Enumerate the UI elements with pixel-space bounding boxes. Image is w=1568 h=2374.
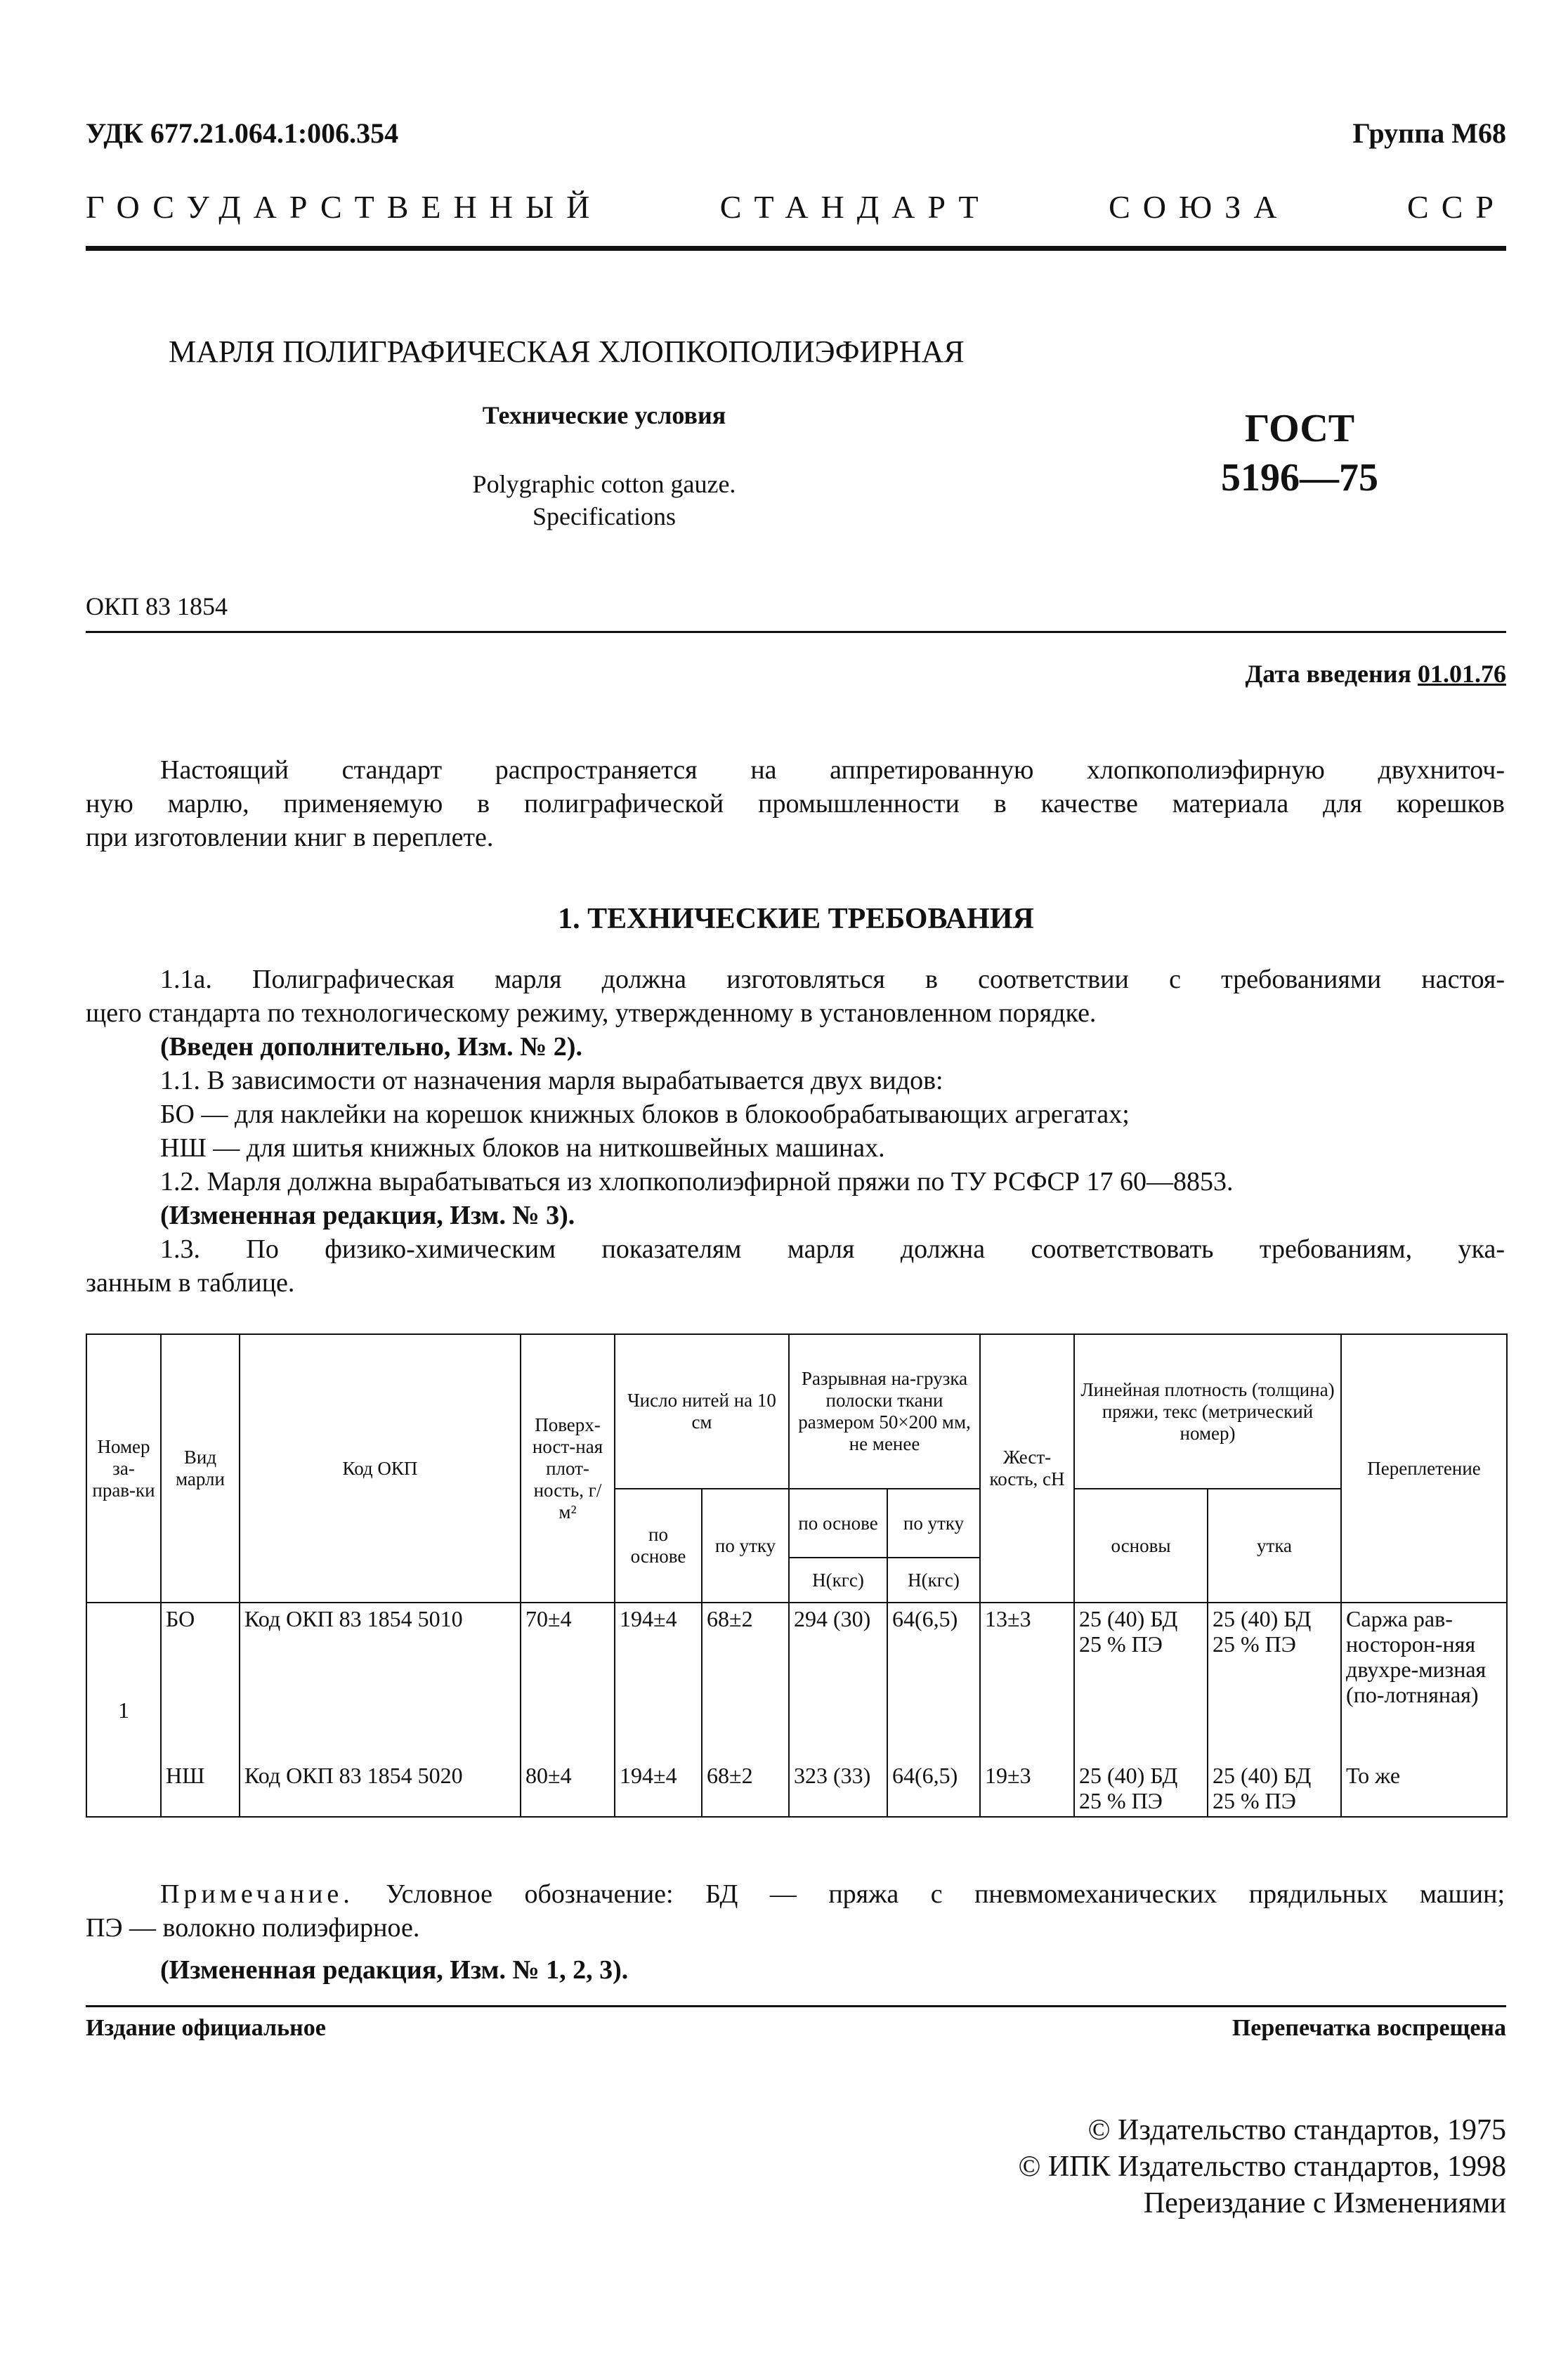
footer-rule — [86, 2005, 1506, 2007]
cell-density: 70±4 — [521, 1603, 615, 1760]
clause-1-2-note: (Измененная редакция, Изм. № 3). — [160, 1201, 575, 1230]
okp-code: ОКП 83 1854 — [86, 592, 228, 620]
header-amend-no: Номер за-прав-ки — [86, 1334, 161, 1603]
header-breaking-load: Разрывная на-грузка полоски ткани размером 50×200 мм, не менее — [789, 1334, 980, 1489]
document-title: МАРЛЯ ПОЛИГРАФИЧЕСКАЯ ХЛОПКОПОЛИЭФИРНАЯ — [169, 334, 965, 369]
banner-rule — [86, 246, 1506, 251]
gost-number: 5196—75 — [1221, 456, 1378, 500]
cell-ld-weft: 25 (40) БД 25 % ПЭ — [1208, 1603, 1341, 1760]
document-subtitle: Технические условия — [482, 401, 726, 429]
cell-type: НШ — [161, 1760, 240, 1817]
intro-date-value: 01.01.76 — [1418, 660, 1506, 688]
clause-1-2: 1.2. Марля должна вырабатываться из хлопкополиэфирной пряжи по ТУ РСФСР 17 60—8853. — [160, 1167, 1234, 1196]
cell-rigidity: 13±3 — [980, 1603, 1074, 1760]
intro-line: ную марлю, применяемую в полиграфической промышленности в качестве материала для корешков — [86, 789, 1505, 818]
gost-label: ГОСТ — [1244, 407, 1355, 450]
header-rigidity: Жест-кость, сН — [980, 1334, 1074, 1603]
reprint-prohibited: Перепечатка воспрещена — [1231, 2015, 1506, 2041]
header-weave: Переплетение — [1341, 1334, 1507, 1603]
header-thread-count: Число нитей на 10 см — [615, 1334, 789, 1489]
amend-note: (Измененная редакция, Изм. № 1, 2, 3). — [160, 1955, 629, 1985]
clause-1-1a-line: 1.1а. Полиграфическая марля должна изготовляться в соответствии с требованиями настоя- — [160, 965, 1505, 994]
cell-load-weft: 64(6,5) — [887, 1603, 980, 1760]
cell-ld-weft: 25 (40) БД 25 % ПЭ — [1208, 1760, 1341, 1817]
cell-load-warp: 323 (33) — [789, 1760, 887, 1817]
note-line1: Условное обозначение: БД — пряжа с пневмомеханических прядильных машин; — [386, 1879, 1505, 1909]
section-heading: 1. ТЕХНИЧЕСКИЕ ТРЕБОВАНИЯ — [558, 903, 1034, 935]
group-code: Группа М68 — [1352, 117, 1506, 149]
cell-weave: То же — [1341, 1760, 1507, 1817]
clause-1-1a-line: щего стандарта по технологическому режиму, утвержденному в установленном порядке. — [86, 998, 1097, 1028]
clause-1-1-bo: БО — для наклейки на корешок книжных блоков в блокообрабатывающих агрегатах; — [160, 1100, 1130, 1129]
table-note — [86, 1877, 1505, 1945]
clause-1-3-line: 1.3. По физико-химическим показателям марля должна соответствовать требованиям, ука- — [160, 1234, 1505, 1264]
english-title-line2: Specifications — [533, 502, 676, 530]
header-type: Вид марли — [161, 1334, 240, 1603]
header-warp: по основе — [615, 1489, 702, 1603]
header-load-weft: по утку — [887, 1489, 980, 1558]
clause-1-1-nsh: НШ — для шитья книжных блоков на ниткошвейных машинах. — [160, 1133, 885, 1163]
cell-warp: 194±4 — [615, 1603, 702, 1760]
cell-code: Код ОКП 83 1854 5020 — [240, 1760, 521, 1817]
cell-weft: 68±2 — [702, 1760, 789, 1817]
note-line2: ПЭ — волокно полиэфирное. — [86, 1913, 420, 1943]
intro-date — [1246, 659, 1507, 689]
clause-1-3-line: занным в таблице. — [86, 1268, 295, 1298]
cell-type: БО — [161, 1603, 240, 1760]
udk-code: УДК 677.21.064.1:006.354 — [86, 117, 399, 149]
note-label: Примечание. — [160, 1879, 354, 1909]
clause-1-1: 1.1. В зависимости от назначения марля вырабатывается двух видов: — [160, 1066, 943, 1095]
intro-line: при изготовлении книг в переплете. — [86, 823, 494, 852]
header-ld-weft: утка — [1208, 1489, 1341, 1603]
standard-banner: ГОСУДАРСТВЕННЫЙ СТАНДАРТ СОЮЗА ССР — [86, 189, 1506, 225]
clause-1-1a-note: (Введен дополнительно, Изм. № 2). — [160, 1032, 582, 1062]
cell-load-weft: 64(6,5) — [887, 1760, 980, 1817]
intro-paragraph — [86, 753, 1505, 854]
intro-line: Настоящий стандарт распространяется на аппретированную хлопкополиэфирную двухниточ- — [160, 755, 1505, 785]
cell-ld-warp: 25 (40) БД 25 % ПЭ — [1074, 1603, 1208, 1760]
cell-weave: Саржа рав-носторон-няя двухре-мизная (по-лотняная) — [1341, 1603, 1507, 1760]
header-unit-warp: Н(кгс) — [789, 1558, 887, 1603]
header-weft: по утку — [702, 1489, 789, 1603]
spec-table — [86, 1333, 1508, 1818]
cell-ld-warp: 25 (40) БД 25 % ПЭ — [1074, 1760, 1208, 1817]
header-okp-code: Код ОКП — [240, 1334, 521, 1603]
reissue-note: Переиздание с Изменениями — [1143, 2187, 1506, 2219]
cell-code: Код ОКП 83 1854 5010 — [240, 1603, 521, 1760]
cell-warp: 194±4 — [615, 1760, 702, 1817]
section1-body — [86, 963, 1505, 1300]
header-linear-density: Линейная плотность (толщина) пряжи, текс (метрический номер) — [1074, 1334, 1341, 1489]
english-title-line1: Polygraphic cotton gauze. — [472, 470, 736, 498]
header-unit-weft: Н(кгс) — [887, 1558, 980, 1603]
cell-density: 80±4 — [521, 1760, 615, 1817]
header-load-warp: по основе — [789, 1489, 887, 1558]
copyright-1998: © ИПК Издательство стандартов, 1998 — [1018, 2151, 1506, 2183]
cell-rigidity: 19±3 — [980, 1760, 1074, 1817]
cell-weft: 68±2 — [702, 1603, 789, 1760]
header-ld-warp: основы — [1074, 1489, 1208, 1603]
amend-number: 1 — [86, 1603, 161, 1817]
copyright-1975: © Издательство стандартов, 1975 — [1087, 2114, 1506, 2146]
official-edition: Издание официальное — [86, 2015, 326, 2041]
intro-date-label: Дата введения — [1245, 660, 1411, 688]
cell-load-warp: 294 (30) — [789, 1603, 887, 1760]
okp-rule — [86, 631, 1506, 633]
header-surface-density: Поверх-ност-ная плот-ность, г/м² — [521, 1334, 615, 1603]
